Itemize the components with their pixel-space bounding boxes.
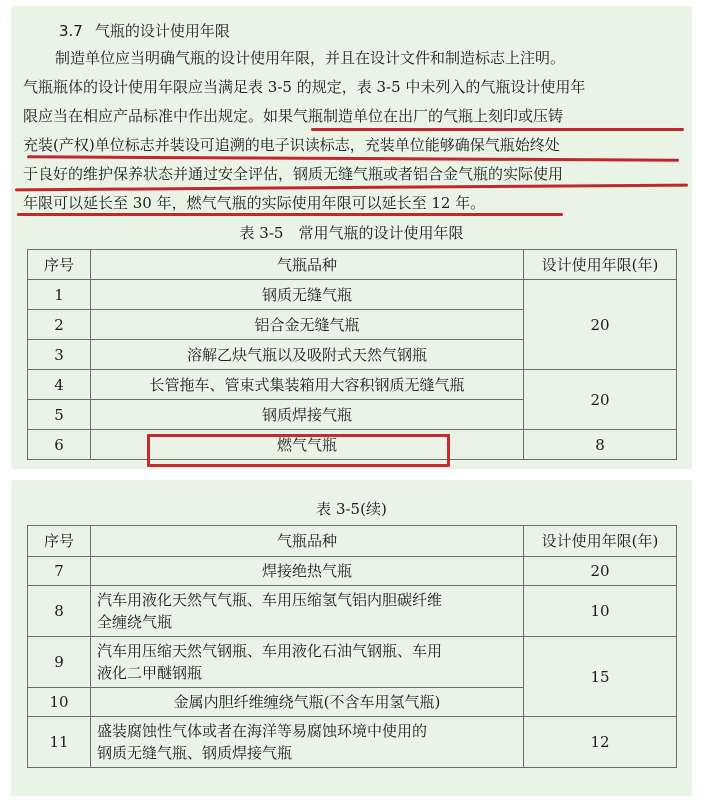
row-type: 燃气气瓶 (91, 430, 524, 460)
table-caption: 表 3-5(续) (316, 500, 387, 518)
paragraph-line: 年限可以延长至 30 年，燃气气瓶的实际使用年限可以延长至 12 年。 (23, 194, 486, 212)
row-type-line: 盛装腐蚀性气体或者在海洋等易腐蚀环境中使用的 (97, 722, 428, 740)
paragraph-line: 充装(产权)单位标志并装设可追溯的电子识读标志，充装单位能够确保气瓶始终处 (23, 136, 560, 154)
row-type: 长管拖车、管束式集装箱用大容积钢质无缝气瓶 (91, 370, 524, 400)
row-type-line: 金属内胆纤维缠绕气瓶(不含车用氢气瓶) (173, 693, 441, 711)
header-no: 序号 (28, 250, 91, 280)
row-type: 铝合金无缝气瓶 (91, 310, 524, 340)
row-no: 9 (28, 637, 91, 688)
paragraph-line: 限应当在相应产品标准中作出规定。如果气瓶制造单位在出厂的气瓶上刻印或压铸 (23, 107, 564, 125)
row-type: 钢质无缝气瓶 (91, 280, 524, 310)
header-type: 气瓶品种 (91, 250, 524, 280)
row-type-line: 焊接绝热气瓶 (261, 562, 352, 580)
table-header-row (28, 526, 677, 557)
table-row (28, 637, 677, 688)
row-type (91, 557, 524, 586)
row-type: 溶解乙炔气瓶以及吸附式天然气钢瓶 (91, 340, 524, 370)
row-years: 20 (524, 370, 677, 430)
row-type-line: 汽车用压缩天然气钢瓶、车用液化石油气钢瓶、车用 (97, 642, 443, 660)
row-type-line: 汽车用液化天然气气瓶、车用压缩氢气铝内胆碳纤维 (97, 591, 443, 609)
section-heading (59, 20, 230, 41)
table-row (28, 586, 677, 637)
section-title: 气瓶的设计使用年限 (94, 22, 230, 40)
row-years: 8 (524, 430, 677, 460)
row-type (91, 717, 524, 768)
row-years: 20 (524, 280, 677, 370)
row-type-line: 全缠绕气瓶 (97, 613, 173, 631)
header-no: 序号 (28, 526, 91, 557)
table-row (28, 557, 677, 586)
table-row (28, 280, 677, 310)
row-no: 10 (28, 688, 91, 717)
row-no: 11 (28, 717, 91, 768)
header-years: 设计使用年限(年) (524, 526, 677, 557)
row-no: 1 (28, 280, 91, 310)
row-no: 6 (28, 430, 91, 460)
header-type: 气瓶品种 (91, 526, 524, 557)
row-type: 钢质焊接气瓶 (91, 400, 524, 430)
row-no: 4 (28, 370, 91, 400)
row-type (91, 637, 524, 688)
row-no: 3 (28, 340, 91, 370)
table-header-row (28, 250, 677, 280)
paragraph-line: 于良好的维护保养状态并通过安全评估，钢质无缝气瓶或者铝合金气瓶的实际使用 (23, 165, 564, 183)
section-paragraph (23, 44, 683, 218)
section-number: 3.7 (59, 22, 83, 40)
paragraph-line: 制造单位应当明确气瓶的设计使用年限，并且在设计文件和制造标志上注明。 (55, 49, 566, 67)
table-row (28, 370, 677, 400)
row-type-line: 液化二甲醚钢瓶 (97, 664, 203, 682)
service-life-table-continued (27, 525, 677, 768)
row-no: 7 (28, 557, 91, 586)
red-underline (311, 128, 684, 131)
service-life-table (27, 249, 677, 460)
row-type (91, 586, 524, 637)
row-no: 2 (28, 310, 91, 340)
table-caption: 表 3-5 常用气瓶的设计使用年限 (239, 224, 464, 242)
header-years: 设计使用年限(年) (524, 250, 677, 280)
row-years: 15 (524, 637, 677, 717)
row-no: 8 (28, 586, 91, 637)
row-type-line: 钢质无缝气瓶、钢质焊接气瓶 (97, 744, 293, 762)
row-type (91, 688, 524, 717)
paragraph-line: 气瓶瓶体的设计使用年限应当满足表 3-5 的规定，表 3-5 中未列入的气瓶设计使用年 (23, 78, 586, 96)
standard-excerpt-panel (11, 6, 692, 469)
row-no: 5 (28, 400, 91, 430)
table-row (28, 717, 677, 768)
red-underline (17, 213, 563, 216)
table-continued-panel (11, 480, 692, 796)
row-years: 12 (524, 717, 677, 768)
row-years: 10 (524, 586, 677, 637)
row-years: 20 (524, 557, 677, 586)
highlight-box (147, 434, 450, 467)
